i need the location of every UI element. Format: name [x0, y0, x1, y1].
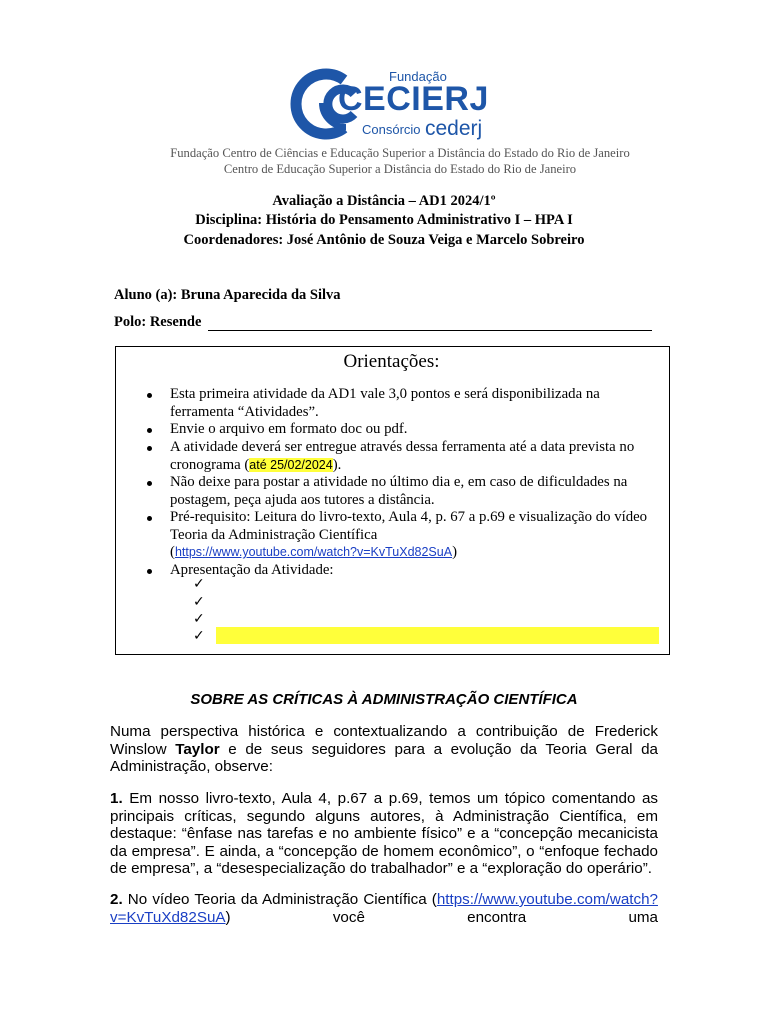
orientation-item-1: Esta primeira atividade da AD1 vale 3,0 pontos e será disponibilizada na ferramenta “Atividades”. [170, 386, 600, 420]
orientation-item-3 [170, 439, 660, 474]
question-2 [110, 891, 658, 926]
check-icon: ✓ [193, 576, 205, 592]
orientation-item-5 [170, 509, 660, 562]
check-icon: ✓ [193, 611, 205, 627]
intro-bold: Taylor [175, 740, 220, 758]
question-2-link[interactable]: https://www.youtube.com/watch?v=KvTuXd82SuA [110, 891, 658, 926]
student-polo: Polo: Resende [114, 314, 202, 330]
link-close-paren: ) [452, 544, 457, 560]
bullet-icon [147, 428, 152, 433]
check-icon: ✓ [193, 628, 205, 644]
question-1-number: 1. [110, 790, 123, 807]
brand-fundacao: Fundação [389, 69, 447, 84]
check-icon: ✓ [193, 594, 205, 610]
deadline-highlight: até 25/02/2024 [249, 457, 333, 472]
question-2-text: No vídeo Teoria da Administração Científica ( [122, 891, 437, 908]
bullet-icon [147, 516, 152, 521]
brand-consorcio: Consórcio [362, 122, 421, 137]
orientation-item-4: Não deixe para postar a atividade no último dia e, em caso de dificuldades na postagem, peça ajuda aos tutores a distância. [170, 474, 628, 508]
section-title: SOBRE AS CRÍTICAS À ADMINISTRAÇÃO CIENTÍFICA [190, 691, 578, 708]
orientation-item-2: Envie o arquivo em formato doc ou pdf. [170, 421, 408, 437]
orientation-item-5-text: Pré-requisito: Leitura do livro-texto, Aula 4, p. 67 a p.69 e visualização do vídeo Teoria da Administração Científica [170, 509, 648, 543]
intro-text: Numa perspectiva histórica e contextualizando a contribuição de Frederick Winslow [110, 723, 658, 758]
coordinators-line: Coordenadores: José Antônio de Souza Veiga e Marcelo Sobreiro [183, 232, 585, 248]
link-open-paren: ( [170, 544, 175, 560]
orientation-item-6: Apresentação da Atividade: [170, 562, 334, 578]
youtube-link[interactable]: https://www.youtube.com/watch?v=KvTuXd82SuA [174, 545, 453, 559]
intro-text-end: e de seus seguidores para a evolução da Teoria Geral da Administração, observe: [110, 740, 658, 775]
orientations-title: Orientações: [343, 351, 440, 372]
discipline-line: Disciplina: História do Pensamento Administrativo I – HPA I [195, 212, 573, 228]
polo-underline [208, 330, 652, 331]
assessment-title: Avaliação a Distância – AD1 2024/1º [272, 193, 496, 209]
bullet-icon [147, 481, 152, 486]
brand-cederj: cederj [425, 117, 483, 140]
highlight-bar [216, 627, 659, 644]
question-2-number: 2. [110, 891, 123, 908]
question-2-text-end: ) você encontra uma [225, 908, 658, 926]
institution-line-1: Fundação Centro de Ciências e Educação Superior a Distância do Estado do Rio de Janeiro [170, 146, 630, 160]
bullet-icon [147, 569, 152, 574]
bullet-icon [147, 393, 152, 398]
question-1-text: Em nosso livro-texto, Aula 4, p.67 a p.69, temos um tópico comentando as principais críticas, segundo alguns autores, à Administração Científica, em destaque: “ênfase nas tarefas e no ambiente físico” e a “concepção mecanicista da empresa”. E ainda, a “concepção de homem econômico”, o “enfoque fechado de empresa”, a “desespecialização do trabalhador” e a “exploração do operário”. [110, 790, 658, 877]
bullet-icon [147, 446, 152, 451]
brand-cecierj: CECIERJ [338, 80, 489, 118]
orientation-item-3-text: A atividade deverá ser entregue através dessa ferramenta até a data prevista no cronograma ( [170, 439, 635, 473]
institution-line-2: Centro de Educação Superior a Distância do Estado do Rio de Janeiro [223, 162, 577, 176]
question-1 [110, 790, 658, 878]
intro-paragraph [110, 723, 658, 776]
student-name: Aluno (a): Bruna Aparecida da Silva [114, 287, 341, 303]
orientation-item-3-end: ). [332, 456, 342, 473]
